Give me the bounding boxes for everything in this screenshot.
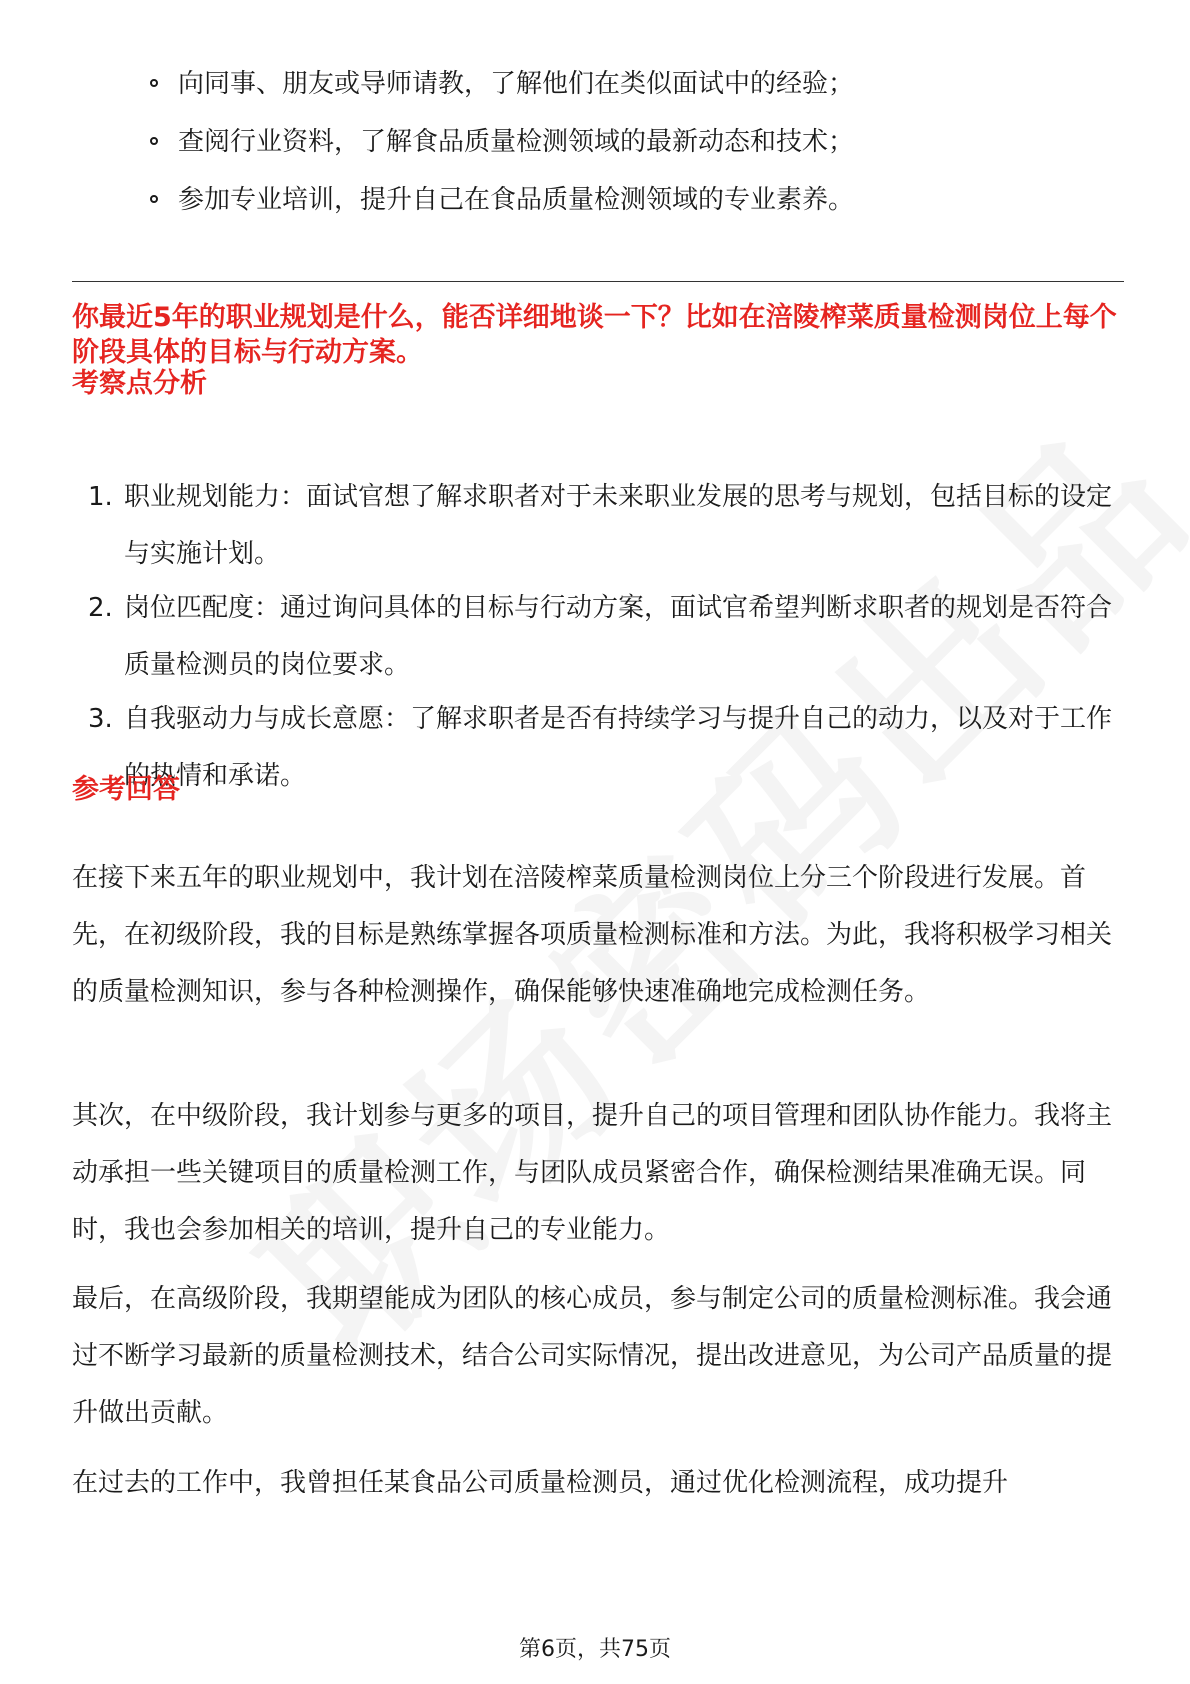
analysis-title: 考察点分析 [72, 368, 207, 399]
answer-paragraph: 最后，在高级阶段，我期望能成为团队的核心成员，参与制定公司的质量检测标准。我会通过不断学习最新的质量检测技术，结合公司实际情况，提出改进意见，为公司产品质量的提升做出贡献。 [72, 1284, 1113, 1428]
page-footer: 第6页，共75页 [519, 1637, 671, 1662]
list-item [72, 691, 1132, 805]
list-item [150, 122, 854, 180]
list-item-text: 岗位匹配度：通过询问具体的目标与行动方案，面试官希望判断求职者的规划是否符合质量检测员的岗位要求。 [124, 593, 1113, 680]
list-item [72, 580, 1132, 694]
hollow-bullet-icon [150, 195, 158, 203]
section-divider [72, 281, 1124, 282]
list-item-number: 2. [88, 593, 113, 623]
answer-title: 参考回答 [72, 774, 180, 805]
list-item-number: 1. [88, 482, 113, 512]
list-item [150, 64, 854, 122]
list-item-text: 向同事、朋友或导师请教，了解他们在类似面试中的经验； [178, 69, 855, 99]
question-heading: 你最近5年的职业规划是什么，能否详细地谈一下？比如在涪陵榨菜质量检测岗位上每个阶段具体的目标与行动方案。 [72, 302, 1117, 368]
list-item-text: 职业规划能力：面试官想了解求职者对于未来职业发展的思考与规划，包括目标的设定与实施计划。 [124, 482, 1113, 569]
answer-paragraph: 在接下来五年的职业规划中，我计划在涪陵榨菜质量检测岗位上分三个阶段进行发展。首先，在初级阶段，我的目标是熟练掌握各项质量检测标准和方法。为此，我将积极学习相关的质量检测知识，参与各种检测操作，确保能够快速准确地完成检测任务。 [72, 863, 1113, 1007]
analysis-list [72, 469, 1132, 805]
answer-paragraph: 在过去的工作中，我曾担任某食品公司质量检测员，通过优化检测流程，成功提升 [72, 1468, 1009, 1498]
tips-list [150, 64, 854, 238]
hollow-bullet-icon [150, 79, 158, 87]
hollow-bullet-icon [150, 137, 158, 145]
list-item [72, 469, 1132, 583]
list-item-text: 自我驱动力与成长意愿：了解求职者是否有持续学习与提升自己的动力，以及对于工作的热情和承诺。 [124, 704, 1113, 791]
list-item-text: 参加专业培训，提升自己在食品质量检测领域的专业素养。 [178, 185, 855, 215]
list-item [150, 180, 854, 238]
list-item-text: 查阅行业资料，了解食品质量检测领域的最新动态和技术； [178, 127, 855, 157]
answer-paragraph: 其次，在中级阶段，我计划参与更多的项目，提升自己的项目管理和团队协作能力。我将主动承担一些关键项目的质量检测工作，与团队成员紧密合作，确保检测结果准确无误。同时，我也会参加相关的培训，提升自己的专业能力。 [72, 1101, 1113, 1245]
list-item-number: 3. [88, 704, 113, 734]
